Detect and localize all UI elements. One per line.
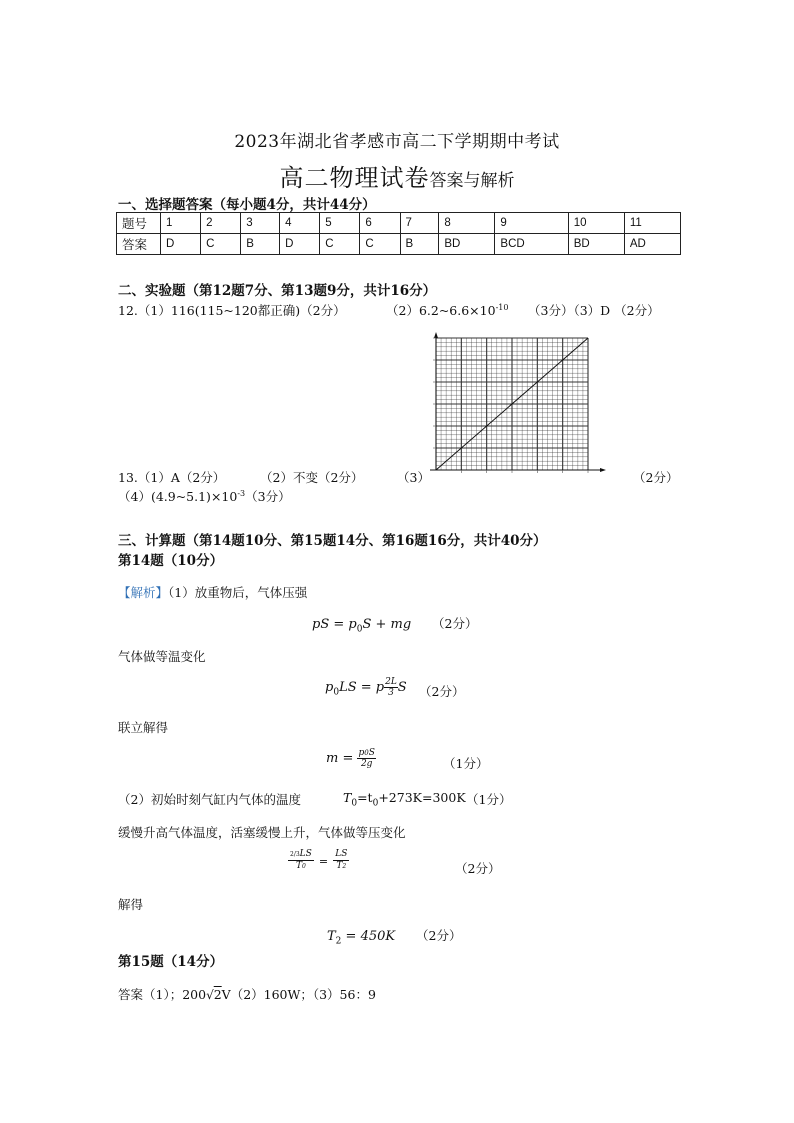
solve-line: 联立解得 [118,720,169,735]
analysis-tag: 【解析】 [118,585,169,600]
q13-exponent: -3 [237,488,246,498]
eq4-left-fraction: $\frac{2/3LS}{T0}$ [290,849,312,871]
q15-answer-b: V（2）160W；（3）56：9 [221,987,376,1002]
isobar-line: 缓慢升高气体温度，活塞缓慢上升，气体做等压变化 [118,825,406,840]
linear-graph [420,332,608,474]
q13-part4-text: （4）(4.9~5.1)×10 [118,489,238,504]
eq5-points: （2分） [416,928,462,943]
question-number-cell: 9 [495,213,568,234]
eq2-points: （2分） [419,684,465,699]
answer-cell: B [400,234,439,255]
equation-2 [325,676,407,698]
question-number-cell: 5 [320,213,360,234]
q13-part2: （2）不变（2分） [260,470,364,485]
eq4-right-fraction: $\frac{LS}{T2}$ [335,849,348,871]
q12-part2-text: （2）6.2~6.6×10 [386,303,496,318]
eq2-fraction: $\frac{2L}{3}$ [385,677,397,698]
question-number-cell: 2 [201,213,241,234]
answer-cell: C [201,234,241,255]
q12-part1: 12.（1）116(115~120都正确)（2分） [118,303,346,318]
eq3-fraction: $\frac{p0S}{2g}$ [358,748,375,769]
question-number-cell: 1 [161,213,201,234]
q13-part3-points: （2分） [633,470,679,485]
equation-1 [312,613,411,635]
q15-answer-a: 答案（1）；200 [118,987,207,1002]
q13-part1: 13.（1）A（2分） [118,470,226,485]
section2-title: 二、实验题（第12题7分、第13题9分，共计16分） [118,283,437,299]
question-number-cell: 6 [360,213,400,234]
answer-cell: BCD [495,234,568,255]
q14-title: 第14题（10分） [118,553,224,569]
exam-title: 2023年湖北省孝感市高二下学期期中考试 [234,132,560,152]
q14-part2-text: （2）初始时刻气缸内气体的温度 [118,792,301,807]
eq2-formula: $p_0LS = p$ $\frac{2L}{3}$ S [325,677,407,698]
question-number-row [117,213,681,234]
answer-row [117,234,681,255]
answer-cell: AD [624,234,680,255]
eq4-equals: = [318,855,329,868]
q13-part4-points: （3分） [245,489,291,504]
answer-cell: D [280,234,320,255]
equation-3 [326,747,376,769]
q14-part2-formula: $T_0=t_0+273K=300K$ [343,790,466,809]
q12-part2 [386,301,508,319]
equation-5 [327,925,395,947]
row-label-number: 题号 [117,213,161,234]
q15-answer [118,985,376,1003]
section1-title: 一、选择题答案（每小题4分，共计44分） [118,197,376,213]
isotherm-line: 气体做等温变化 [118,649,206,664]
q12-exponent: -10 [495,302,509,312]
eq4-points: （2分） [455,861,501,876]
eq3-points: （1分） [443,756,489,771]
graph-x-arrow [600,468,606,472]
question-number-cell: 11 [624,213,680,234]
question-number-cell: 3 [241,213,280,234]
answer-cell: BD [439,234,495,255]
q15-title: 第15题（14分） [118,954,224,970]
question-number-cell: 7 [400,213,439,234]
eq1-points: （2分） [432,616,478,631]
eq3-formula: m = $\frac{p0S}{2g}$ [326,748,375,769]
paper-title [0,158,794,193]
eq1-formula: pS = $p_0S$ + mg [312,617,412,635]
question-number-cell: 8 [439,213,495,234]
answer-cell: D [161,234,201,255]
q13-part4 [118,487,291,505]
q13-part3: （3） [397,470,430,485]
q14-part1 [118,583,307,601]
graph-y-arrow [434,332,438,338]
q14-part2-eq: =t [357,790,373,805]
question-number-cell: 10 [568,213,624,234]
q14-part2-value: +273K=300K [378,790,466,805]
section3-title: 三、计算题（第14题10分、第15题14分、第16题16分，共计40分） [118,533,547,549]
eq5-formula: $T_2 = 450K$ [327,929,396,947]
sqrt-symbol: √ [206,988,214,1002]
q14-part2-points: （1分） [466,792,512,807]
answer-cell: C [360,234,400,255]
sqrt-radicand: 2 [213,987,222,1002]
paper-title-main: 高二物理试卷 [279,164,430,192]
equation-4 [288,849,349,872]
result-line: 解得 [118,897,144,912]
answer-cell: B [241,234,280,255]
answer-table [116,212,681,255]
answer-cell: C [320,234,360,255]
question-number-cell: 4 [280,213,320,234]
paper-title-sub: 答案与解析 [429,171,515,191]
row-label-answer: 答案 [117,234,161,255]
q14-part2 [118,790,301,808]
answer-cell: BD [568,234,624,255]
q14-part1-text: （1）放重物后，气体压强 [168,585,308,600]
q12-part3: （3分）（3）D （2分） [528,303,660,318]
